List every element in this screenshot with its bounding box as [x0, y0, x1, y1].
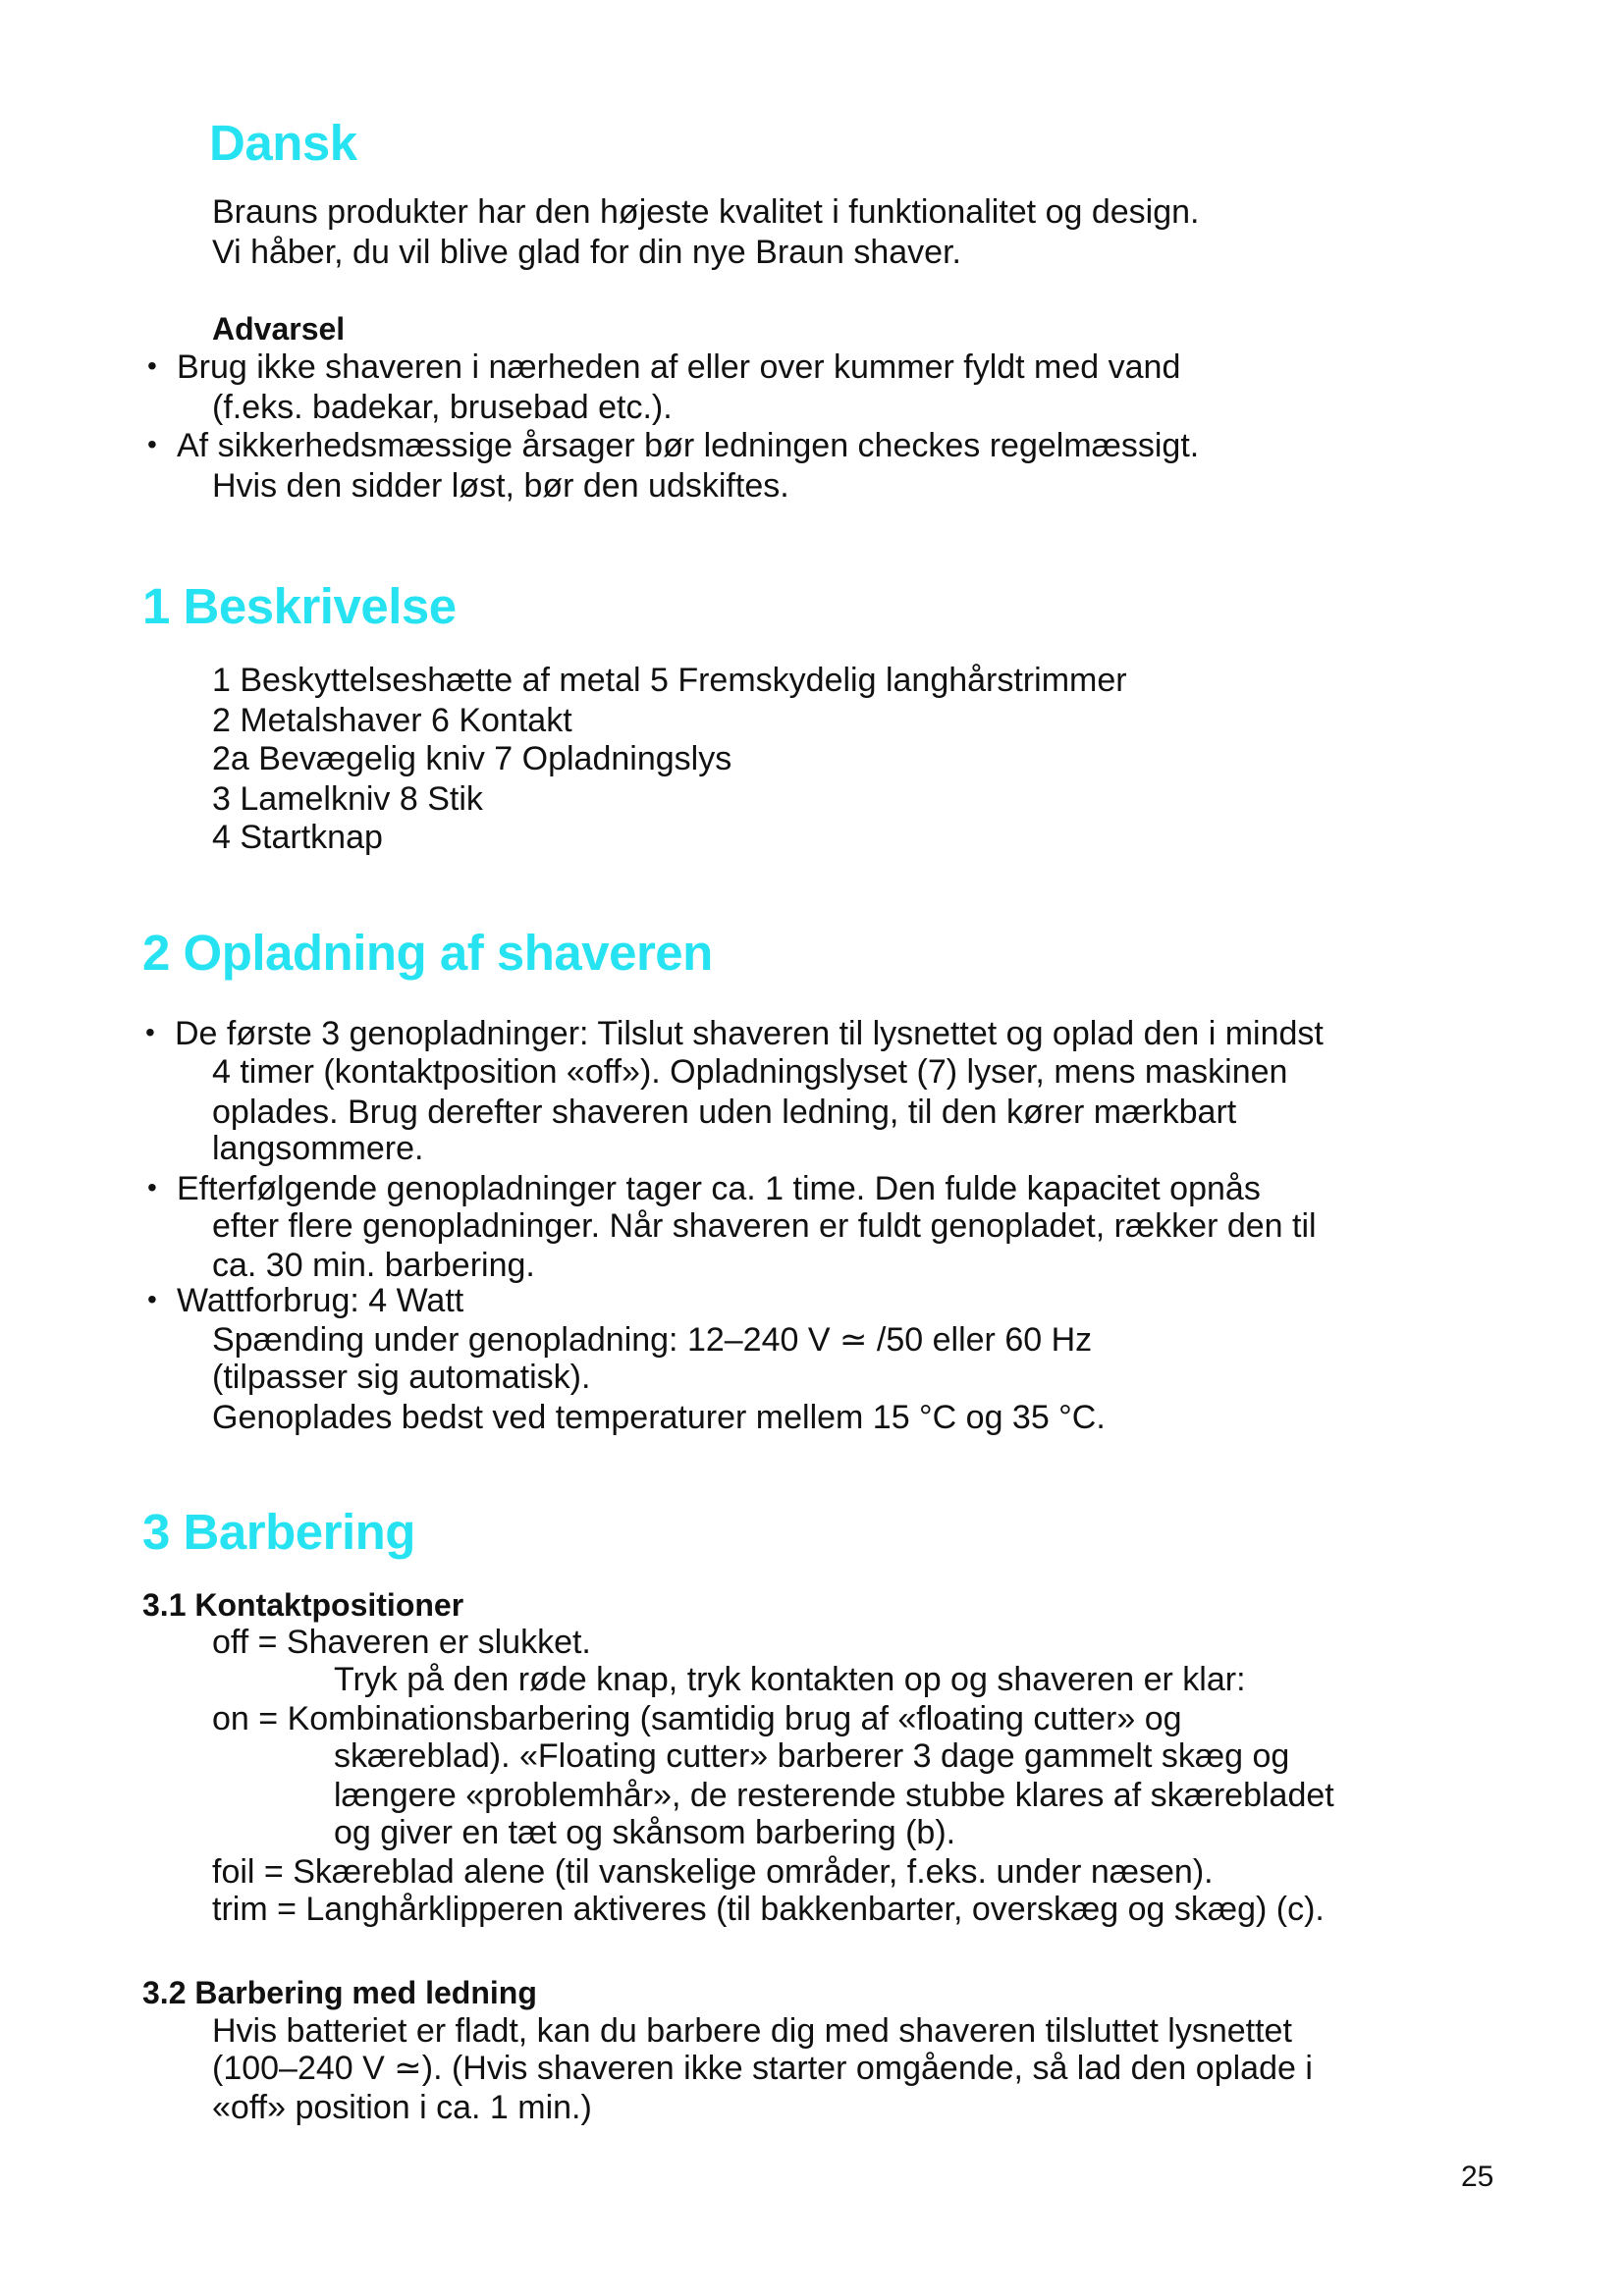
- switch-position-line: foil = Skæreblad alene (til vanskelige områder, f.eks. under næsen).: [212, 1853, 1214, 1891]
- subsection-heading: 3.1 Kontaktpositioner: [142, 1587, 464, 1623]
- section-heading: 2 Opladning af shaveren: [142, 925, 713, 981]
- corded-shaving-line: (100–240 V ≃). (Hvis shaveren ikke starter omgående, så lad den oplade i: [212, 2050, 1313, 2087]
- charging-line: (tilpasser sig automatisk).: [212, 1359, 591, 1396]
- charging-line: efter flere genopladninger. Når shaveren er fuldt genopladet, rækker den til: [212, 1207, 1317, 1245]
- intro-line: Vi håber, du vil blive glad for din nye Braun shaver.: [212, 234, 961, 271]
- switch-position-line: skæreblad). «Floating cutter» barberer 3 dage gammelt skæg og: [334, 1737, 1290, 1775]
- switch-position-line: off = Shaveren er slukket.: [212, 1624, 591, 1661]
- charging-line: Spænding under genopladning: 12–240 V ≃ /50 eller 60 Hz: [212, 1321, 1093, 1359]
- bullet-icon: •: [147, 1284, 157, 1314]
- switch-position-line: on = Kombinationsbarbering (samtidig brug af «floating cutter» og: [212, 1700, 1182, 1737]
- charging-line: 4 timer (kontaktposition «off»). Opladningslyset (7) lyser, mens maskinen: [212, 1053, 1288, 1091]
- intro-line: Brauns produkter har den højeste kvalitet i funktionalitet og design.: [212, 193, 1200, 231]
- description-line: 4 Startknap: [212, 819, 383, 856]
- bullet-icon: •: [145, 1017, 155, 1047]
- section-heading: 3 Barbering: [142, 1504, 415, 1560]
- description-line: 1 Beskyttelseshætte af metal 5 Fremskydelig langhårstrimmer: [212, 662, 1127, 699]
- charging-line: ca. 30 min. barbering.: [212, 1247, 535, 1284]
- corded-shaving-line: Hvis batteriet er fladt, kan du barbere dig med shaveren tilsluttet lysnettet: [212, 2012, 1292, 2050]
- description-line: 2 Metalshaver 6 Kontakt: [212, 702, 572, 739]
- bullet-icon: •: [147, 429, 157, 459]
- section-heading: 1 Beskrivelse: [142, 578, 457, 634]
- charging-line: oplades. Brug derefter shaveren uden ledning, til den kører mærkbart: [212, 1094, 1237, 1131]
- warning-line: (f.eks. badekar, brusebad etc.).: [212, 389, 673, 426]
- bullet-icon: •: [147, 350, 157, 381]
- switch-position-line: længere «problemhår», de resterende stubbe klares af skærebladet: [334, 1777, 1334, 1814]
- switch-position-line: Tryk på den røde knap, tryk kontakten op og shaveren er klar:: [334, 1661, 1246, 1698]
- warning-line: Af sikkerhedsmæssige årsager bør ledningen checkes regelmæssigt.: [177, 427, 1200, 464]
- switch-position-line: og giver en tæt og skånsom barbering (b).: [334, 1814, 956, 1851]
- bullet-icon: •: [147, 1172, 157, 1202]
- charging-line: langsommere.: [212, 1130, 424, 1167]
- warning-heading: Advarsel: [212, 311, 346, 347]
- page-number: 25: [1461, 2161, 1494, 2193]
- warning-line: Brug ikke shaveren i nærheden af eller over kummer fyldt med vand: [177, 348, 1181, 386]
- charging-line: Efterfølgende genopladninger tager ca. 1 time. Den fulde kapacitet opnås: [177, 1170, 1261, 1207]
- corded-shaving-line: «off» position i ca. 1 min.): [212, 2089, 592, 2126]
- switch-position-line: trim = Langhårklipperen aktiveres (til bakkenbarter, overskæg og skæg) (c).: [212, 1891, 1325, 1928]
- charging-line: Wattforbrug: 4 Watt: [177, 1282, 464, 1319]
- warning-line: Hvis den sidder løst, bør den udskiftes.: [212, 467, 789, 505]
- subsection-heading: 3.2 Barbering med ledning: [142, 1975, 537, 2010]
- description-line: 2a Bevægelig kniv 7 Opladningslys: [212, 740, 732, 777]
- charging-line: De første 3 genopladninger: Tilslut shaveren til lysnettet og oplad den i mindst: [175, 1015, 1324, 1052]
- description-line: 3 Lamelkniv 8 Stik: [212, 780, 483, 818]
- page-title: Dansk: [209, 115, 357, 171]
- charging-line: Genoplades bedst ved temperaturer mellem 15 °C og 35 °C.: [212, 1399, 1106, 1436]
